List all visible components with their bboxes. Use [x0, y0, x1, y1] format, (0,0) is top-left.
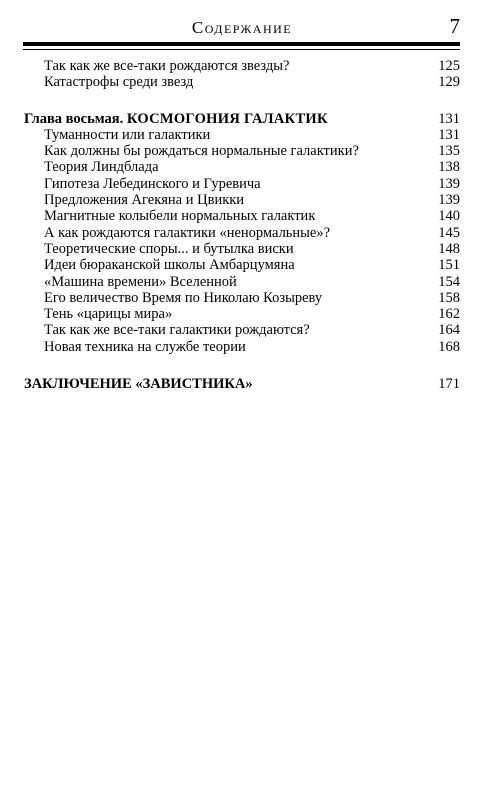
toc-conclusion: [24, 376, 460, 392]
toc-entry-title: Так как же все-таки рождаются звезды?: [44, 58, 290, 74]
toc-entry: [24, 58, 460, 74]
toc-entry: [24, 208, 460, 224]
toc-entry: [24, 225, 460, 241]
toc-entry-title: А как рождаются галактики «ненормальные»?: [44, 224, 331, 241]
toc-entry-page: 151: [438, 257, 460, 274]
toc-entry-title: Идеи бюраканской школы Амбарцумяна: [44, 257, 295, 274]
toc-chapter-text: [24, 111, 328, 127]
page-number: 7: [449, 14, 460, 38]
table-of-contents: [24, 58, 460, 392]
toc-entry: [24, 306, 460, 322]
toc-entry-title: Магнитные колыбели нормальных галактик: [44, 208, 316, 225]
toc-entry-title: Новая техника на службе теории: [44, 338, 246, 355]
toc-entry-title: Как должны бы рождаться нормальные галактики?: [44, 143, 359, 160]
spacer: [24, 355, 460, 376]
toc-entry: [24, 322, 460, 338]
toc-entry-title: Его величество Время по Николаю Козыреву: [44, 289, 323, 306]
toc-entry: [24, 143, 460, 159]
toc-entry-title: Гипотеза Лебединского и Гуревича: [44, 175, 261, 192]
toc-entry-page: 158: [438, 289, 460, 306]
toc-entry-page: 125: [438, 58, 460, 74]
toc-entry: [24, 192, 460, 208]
toc-entry-page: 131: [438, 126, 460, 143]
toc-entry-page: 145: [438, 224, 460, 241]
toc-entry-page: 164: [438, 322, 460, 339]
toc-entry: [24, 127, 460, 143]
toc-entry-title: Теория Линдблада: [44, 159, 159, 176]
toc-entry: [24, 241, 460, 257]
toc-entry: [24, 290, 460, 306]
toc-entry-page: 139: [438, 192, 460, 209]
toc-entry-page: 139: [438, 175, 460, 192]
toc-entry-page: 138: [438, 159, 460, 176]
spacer: [24, 91, 460, 111]
toc-entry: [24, 176, 460, 192]
toc-entry: [24, 159, 460, 175]
toc-conclusion-title: ЗАКЛЮЧЕНИЕ «ЗАВИСТНИКА»: [24, 376, 253, 393]
toc-entry-title: Тень «царицы мира»: [44, 306, 173, 323]
toc-entry-title: Теоретические споры... и бутылка виски: [44, 240, 294, 257]
toc-conclusion-page: 171: [438, 376, 460, 393]
header-rule-thin: [23, 49, 460, 50]
toc-entry-title: «Машина времени» Вселенной: [44, 273, 237, 290]
toc-entry-page: 162: [438, 306, 460, 323]
toc-entry-page: 154: [438, 273, 460, 290]
toc-entry: [24, 274, 460, 290]
toc-entry-title: Предложения Агекяна и Цвикки: [44, 192, 245, 209]
toc-entry-page: 168: [438, 338, 460, 355]
toc-entry-title: Туманности или галактики: [44, 126, 211, 143]
toc-entry-page: 135: [438, 143, 460, 160]
toc-entry: [24, 257, 460, 273]
running-head: [24, 14, 460, 42]
toc-entry-title: Катастрофы среди звезд: [44, 74, 194, 91]
toc-chapter-page: 131: [438, 110, 460, 127]
chapter-title: КОСМОГОНИЯ ГАЛАКТИК: [126, 110, 328, 127]
toc-chapter-heading: [24, 111, 460, 127]
toc-entry-page: 148: [438, 240, 460, 257]
toc-entry: [24, 74, 460, 90]
toc-entry-page: 129: [438, 74, 460, 91]
header-rule-thick: [23, 42, 460, 46]
toc-entry-page: 140: [438, 208, 460, 225]
toc-entry-title: Так как же все-таки галактики рождаются?: [44, 322, 310, 339]
toc-entry: [24, 339, 460, 355]
chapter-label: Глава восьмая.: [24, 110, 124, 127]
running-title: Содержание: [191, 18, 293, 37]
